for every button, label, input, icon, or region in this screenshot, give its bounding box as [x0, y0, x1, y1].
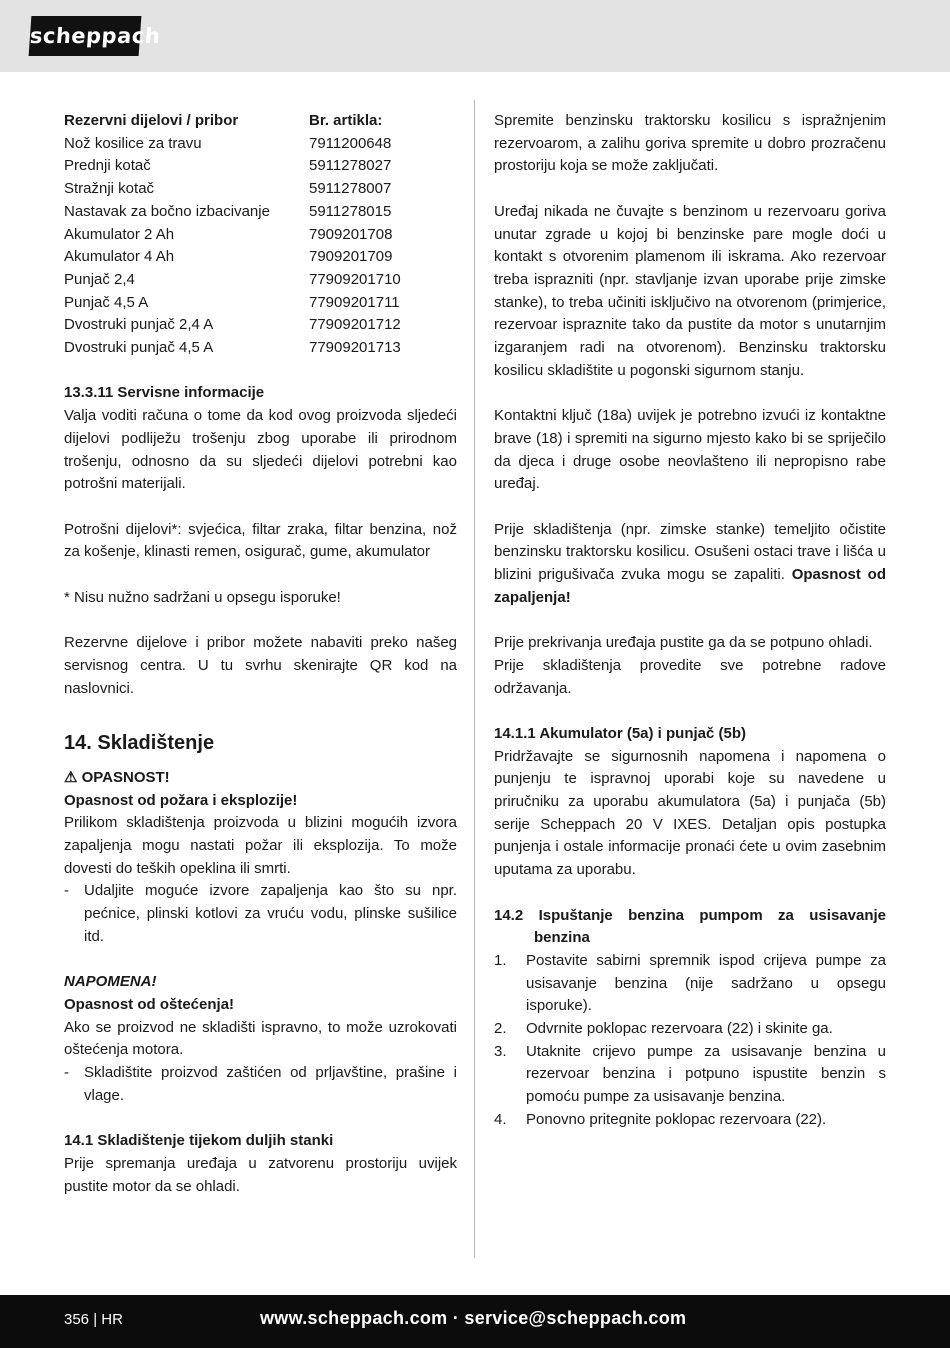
- part-name: Nož kosilice za travu: [64, 134, 202, 152]
- part-number: 5911278007: [309, 180, 392, 198]
- list-item: 1. Postavite sabirni spremnik ispod crijeva pumpe za usisavanje benzina (nije sadržano u opsegu isporuke).: [494, 951, 886, 1015]
- paragraph: Prije skladištenja (npr. zimske stanke) temeljito očistite benzinsku traktorsku kosilicu. Osušeni ostaci trave i lišća u blizini prigušivača zvuka mogu se zapaliti. Opasnost od zapaljenja!: [494, 520, 887, 606]
- page-footer: [0, 1295, 950, 1348]
- chapter-heading-14: 14. Skladištenje: [64, 731, 215, 754]
- part-number: 7909201708: [309, 225, 393, 243]
- paragraph: Prilikom skladištenja proizvoda u blizini mogućih izvora zapaljenja mogu nastati požar ili eksplozija. To može dovesti do teških opeklina ili smrti.: [64, 814, 457, 877]
- list-item: 4. Ponovno pritegnite poklopac rezervoara (22).: [494, 1110, 827, 1128]
- page-header: [0, 0, 950, 72]
- part-number: 5911278027: [309, 157, 392, 175]
- danger-subtitle: Opasnost od požara i eksplozije!: [64, 791, 298, 809]
- table-row: [64, 292, 401, 315]
- column-divider: [474, 100, 475, 1258]
- right-column: [494, 110, 886, 1132]
- paragraph: Potrošni dijelovi*: svjećica, filtar zraka, filtar benzina, nož za košenje, klinasti remen, osigurač, gume, akumulator: [64, 520, 457, 561]
- part-number: 77909201711: [309, 293, 400, 311]
- page-number: 356 | HR: [64, 1311, 123, 1328]
- section-heading-14-1-1: 14.1.1 Akumulator (5a) i punjač (5b): [494, 724, 747, 742]
- table-row: [64, 337, 401, 360]
- paragraph: Kontaktni ključ (18a) uvijek je potrebno izvući iz kontaktne brave (18) i spremiti na sigurno mjesto kako bi se spriječilo da djeca i druge osobe neovlašteno ili nepropisno rabe uređaj.: [494, 407, 886, 493]
- scheppach-logo: scheppach: [29, 16, 142, 56]
- part-number: 77909201712: [309, 316, 401, 334]
- part-number: 77909201710: [309, 270, 401, 288]
- parts-table: [64, 110, 401, 360]
- part-name: Nastavak za bočno izbacivanje: [64, 202, 270, 220]
- paragraph: Spremite benzinsku traktorsku kosilicu s ispražnjenim rezervoarom, a zalihu goriva spremite u dobro prozračenu prostoriju koja se može zaključati.: [494, 112, 886, 175]
- fire-hazard-warning: Opasnost od zapaljenja!: [494, 566, 887, 606]
- footnote: * Nisu nužno sadržani u opsegu isporuke!: [64, 588, 341, 606]
- danger-label: ⚠ OPASNOST!: [64, 768, 170, 786]
- list-item: 3. Utaknite crijevo pumpe za usisavanje benzina u rezervoar benzina i potpuno ispustite benzin s pomoću pumpe za usisavanje benzina.: [494, 1042, 886, 1106]
- note-label: NAPOMENA!: [64, 973, 157, 991]
- table-row: [64, 224, 401, 247]
- list-item: - Udaljite moguće izvore zapaljenja kao što su npr. pećnice, plinski kotlovi za vruću vodu, plinske sušilice itd.: [64, 882, 457, 945]
- paragraph: Valja voditi računa o tome da kod ovog proizvoda sljedeći dijelovi podliježu trošenju zbog uporabe ili prirodnom trošenju, odnosno da su sljedeći dijelovi potrebni kao potrošni materijali.: [64, 407, 457, 493]
- table-row: [64, 246, 401, 269]
- part-name: Prednji kotač: [64, 157, 151, 175]
- note-subtitle: Opasnost od oštećenja!: [64, 995, 235, 1013]
- footer-contact: www.scheppach.com · service@scheppach.com: [260, 1308, 687, 1328]
- paragraph: Prije spremanja uređaja u zatvorenu prostoriju uvijek pustite motor da se ohladi.: [64, 1154, 457, 1195]
- table-row: [64, 314, 401, 337]
- part-number: 5911278015: [309, 202, 392, 220]
- part-name: Dvostruki punjač 4,5 A: [64, 339, 214, 357]
- part-name: Punjač 4,5 A: [64, 293, 149, 311]
- paragraph: Uređaj nikada ne čuvajte s benzinom u rezervoaru goriva unutar zgrade u kojoj bi benzinske pare mogle doći u kontakt s otvorenim plamenom ili iskrama. Ako rezervoar treba isprazniti (npr. stavljanje izvan uporabe prije zimske stanke), to treba učiniti isključivo na otvorenom (primjerice, rezervoar ispraznite tako da pustite da motor s unutarnjim izgaranjem radi na otvorenom). Benzinsku traktorsku kosilicu skladištite u pogonski sigurnom stanju.: [494, 202, 886, 379]
- part-name: Dvostruki punjač 2,4 A: [64, 316, 214, 334]
- table-row: [64, 178, 401, 201]
- parts-col-number-header: Br. artikla:: [309, 112, 383, 129]
- parts-table-header: [64, 110, 401, 133]
- section-heading-14-2: 14.2 Ispuštanje benzina pumpom za usisavanje benzina: [494, 906, 886, 947]
- list-item: 2. Odvrnite poklopac rezervoara (22) i skinite ga.: [494, 1020, 833, 1038]
- table-row: [64, 133, 401, 156]
- part-number: 77909201713: [309, 339, 401, 357]
- table-row: [64, 269, 401, 292]
- paragraph: Ako se proizvod ne skladišti ispravno, to može uzrokovati oštećenja motora.: [64, 1018, 457, 1059]
- section-heading-14-1: 14.1 Skladištenje tijekom duljih stanki: [64, 1132, 334, 1150]
- part-name: Punjač 2,4: [64, 270, 135, 288]
- part-number: 7909201709: [309, 248, 393, 266]
- part-name: Akumulator 2 Ah: [64, 225, 175, 243]
- part-name: Stražnji kotač: [64, 180, 155, 198]
- paragraph: Prije skladištenja provedite sve potrebne radove održavanja.: [494, 656, 886, 697]
- left-column: [64, 110, 457, 1198]
- table-row: [64, 201, 401, 224]
- parts-col-name-header: Rezervni dijelovi / pribor: [64, 112, 239, 129]
- section-heading-13-3-11: 13.3.11 Servisne informacije: [64, 384, 265, 402]
- table-row: [64, 155, 401, 178]
- paragraph: Pridržavajte se sigurnosnih napomena i napomena o punjenju te ispravnoj uporabi koje su navedene u priručniku za uporabu akumulatora (5a) i punjača (5b) serije Scheppach 20 V IXES. Detaljan opis postupka punjenja i ostale informacije pronaći ćete u ovim zasebnim uputama za uporabu.: [494, 747, 886, 879]
- part-number: 7911200648: [309, 134, 392, 152]
- part-name: Akumulator 4 Ah: [64, 248, 175, 266]
- paragraph: Prije prekrivanja uređaja pustite ga da se potpuno ohladi.: [494, 634, 873, 652]
- list-item: - Skladištite proizvod zaštićen od prljavštine, prašine i vlage.: [64, 1064, 457, 1104]
- paragraph: Rezervne dijelove i pribor možete nabaviti preko našeg servisnog centra. U tu svrhu skenirajte QR kod na naslovnici.: [64, 634, 457, 697]
